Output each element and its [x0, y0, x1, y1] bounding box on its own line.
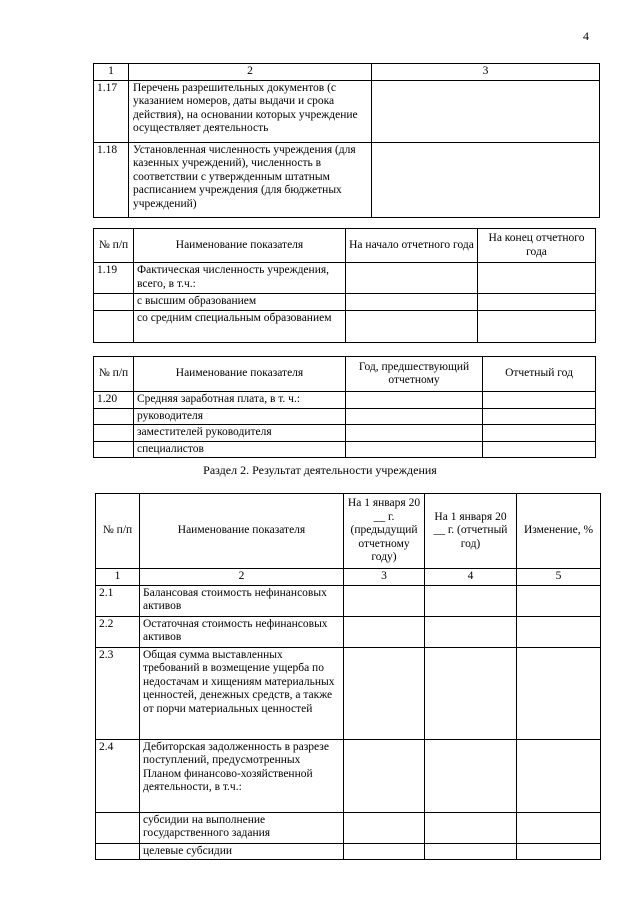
col-header-num: № п/п: [94, 229, 134, 263]
col-header-prev-year: Год, предшествующий отчетному: [346, 357, 483, 392]
value-cell[interactable]: [517, 585, 601, 616]
value-cell[interactable]: [346, 263, 478, 294]
col-header-report-jan1: На 1 января 20 __ г. (отчетный год): [425, 494, 517, 569]
section-title: Раздел 2. Результат деятельности учреждения: [203, 463, 437, 477]
table-row: [96, 843, 601, 860]
col-header-report-year: Отчетный год: [483, 357, 596, 392]
col-header-change: Изменение, %: [517, 494, 601, 569]
value-cell[interactable]: [346, 425, 483, 442]
value-cell[interactable]: [425, 647, 517, 739]
value-cell[interactable]: [517, 843, 601, 860]
indicator-name: Общая сумма выставленных требований в возмещение ущерба по недостачам и хищениям материальных ценностей, денежных средств, а также от порчи материальных ценностей: [140, 647, 344, 739]
table-row: [94, 80, 600, 142]
table-row: [96, 647, 601, 739]
row-number: [96, 843, 140, 860]
page-number: 4: [583, 29, 589, 43]
indicator-name: субсидии на выполнение государственного задания: [140, 812, 344, 843]
value-cell[interactable]: [346, 294, 478, 311]
value-cell[interactable]: [478, 310, 596, 342]
row-number: [96, 812, 140, 843]
row-number: [94, 425, 134, 442]
row-number: [94, 294, 134, 311]
col-number-5: 5: [517, 569, 601, 586]
col-header-1: 1: [94, 64, 129, 81]
salary-table: [93, 356, 596, 458]
col-header-name: Наименование показателя: [140, 494, 344, 569]
value-cell[interactable]: [478, 263, 596, 294]
value-cell[interactable]: [517, 812, 601, 843]
table-row: [94, 441, 596, 458]
table-row: [96, 616, 601, 647]
value-cell[interactable]: [425, 616, 517, 647]
value-cell[interactable]: [344, 739, 425, 812]
value-cell[interactable]: [346, 392, 483, 409]
value-cell[interactable]: [517, 647, 601, 739]
value-cell[interactable]: [344, 812, 425, 843]
indicator-name: Дебиторская задолженность в разрезе поступлений, предусмотренных Планом финансово-хозяйственной деятельности, в т.ч.:: [140, 739, 344, 812]
value-cell[interactable]: [344, 585, 425, 616]
value-cell[interactable]: [483, 392, 596, 409]
value-cell[interactable]: [372, 80, 600, 142]
table-row: [96, 812, 601, 843]
table-row: [94, 408, 596, 425]
indicator-name: целевые субсидии: [140, 843, 344, 860]
col-header-end: На конец отчетного года: [478, 229, 596, 263]
table-row: [94, 425, 596, 442]
headcount-table: [93, 228, 596, 343]
col-number-2: 2: [140, 569, 344, 586]
table-row: [96, 739, 601, 812]
col-number-3: 3: [344, 569, 425, 586]
value-cell[interactable]: [344, 647, 425, 739]
value-cell[interactable]: [517, 739, 601, 812]
value-cell[interactable]: [425, 812, 517, 843]
col-header-name: Наименование показателя: [134, 229, 346, 263]
col-number-1: 1: [96, 569, 140, 586]
value-cell[interactable]: [344, 843, 425, 860]
value-cell[interactable]: [346, 408, 483, 425]
row-number: 2.3: [96, 647, 140, 739]
col-header-num: № п/п: [94, 357, 134, 392]
value-cell[interactable]: [346, 441, 483, 458]
value-cell[interactable]: [483, 425, 596, 442]
indicator-name: со средним специальным образованием: [134, 310, 346, 342]
row-number: [94, 441, 134, 458]
row-number: [94, 408, 134, 425]
value-cell[interactable]: [425, 843, 517, 860]
col-header-3: 3: [372, 64, 600, 81]
row-number: 1.19: [94, 263, 134, 294]
row-number: 1.18: [94, 142, 129, 217]
value-cell[interactable]: [372, 142, 600, 217]
value-cell[interactable]: [517, 616, 601, 647]
table-row: [94, 263, 596, 294]
indicator-name: Установленная численность учреждения (для казенных учреждений), численность в соответствии с утвержденным штатным расписанием учреждения (для бюджетных учреждений): [129, 142, 372, 217]
col-header-start: На начало отчетного года: [346, 229, 478, 263]
indicator-name: Балансовая стоимость нефинансовых активов: [140, 585, 344, 616]
col-number-4: 4: [425, 569, 517, 586]
value-cell[interactable]: [344, 616, 425, 647]
row-number: 1.20: [94, 392, 134, 409]
table-row: [94, 294, 596, 311]
table-row: [94, 310, 596, 342]
col-header-2: 2: [129, 64, 372, 81]
indicator-name: Фактическая численность учреждения, всего, в т.ч.:: [134, 263, 346, 294]
table-row: [94, 392, 596, 409]
results-table: [95, 568, 601, 860]
table-row: [94, 142, 600, 217]
permits-staff-table: [93, 63, 600, 218]
indicator-name: Перечень разрешительных документов (с указанием номеров, даты выдачи и срока действия), на основании которых учреждение осуществляет деятельность: [129, 80, 372, 142]
col-header-prev-jan1: На 1 января 20 __ г. (предыдущий отчетному году): [344, 494, 425, 569]
value-cell[interactable]: [425, 739, 517, 812]
indicator-name: с высшим образованием: [134, 294, 346, 311]
indicator-name: руководителя: [134, 408, 346, 425]
row-number: 2.1: [96, 585, 140, 616]
value-cell[interactable]: [483, 408, 596, 425]
row-number: 2.2: [96, 616, 140, 647]
value-cell[interactable]: [478, 294, 596, 311]
row-number: 2.4: [96, 739, 140, 812]
col-header-num: № п/п: [96, 494, 140, 569]
indicator-name: Средняя заработная плата, в т. ч.:: [134, 392, 346, 409]
results-header-table: [95, 493, 601, 569]
row-number: 1.17: [94, 80, 129, 142]
value-cell[interactable]: [483, 441, 596, 458]
value-cell[interactable]: [425, 585, 517, 616]
value-cell[interactable]: [346, 310, 478, 342]
table-row: [96, 585, 601, 616]
indicator-name: специалистов: [134, 441, 346, 458]
indicator-name: заместителей руководителя: [134, 425, 346, 442]
row-number: [94, 310, 134, 342]
col-header-name: Наименование показателя: [134, 357, 346, 392]
indicator-name: Остаточная стоимость нефинансовых активов: [140, 616, 344, 647]
